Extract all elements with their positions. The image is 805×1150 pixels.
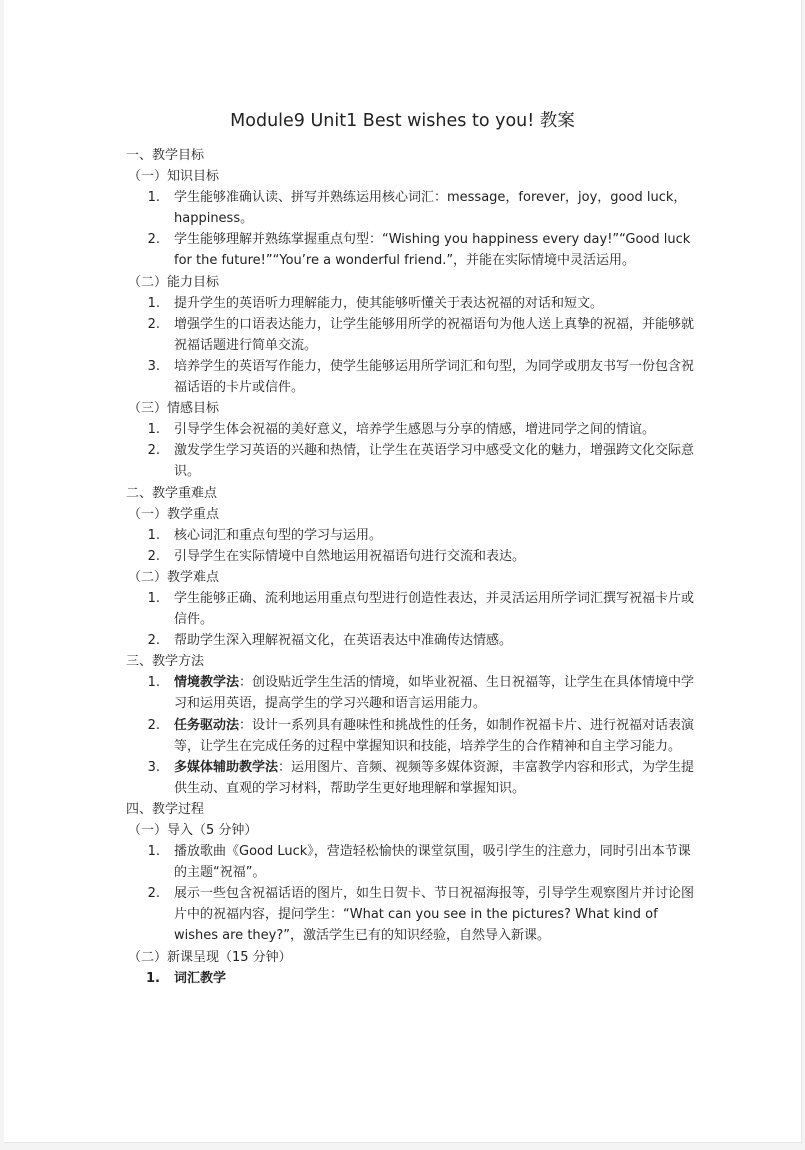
- list-item: [122, 715, 702, 757]
- list-text: 激发学生学习英语的兴趣和热情，让学生在英语学习中感受文化的魅力，增强跨文化交际意识。: [174, 443, 695, 480]
- list-text: 培养学生的英语写作能力，使学生能够运用所学词汇和句型，为同学或朋友书写一份包含祝福话语的卡片或信件。: [174, 358, 695, 396]
- list-item: [122, 356, 702, 398]
- list-text: 展示一些包含祝福话语的图片，如生日贺卡、节日祝福海报等，引导学生观察图片并讨论图片中的祝福内容，提问学生：“What can you see in the pictures? What kind of wishes are they?”，激活学生已有的知识经验，自然导入新课。: [174, 886, 695, 944]
- list-number: 2.: [147, 633, 160, 649]
- subsection-heading: （二）教学难点: [128, 569, 220, 585]
- document-page: [4, 0, 802, 1143]
- list-number: 1.: [147, 422, 160, 438]
- section-heading: 一、教学目标: [126, 148, 205, 163]
- list-text: 引导学生体会祝福的美好意义，培养学生感恩与分享的情感，增进同学之间的情谊。: [174, 422, 656, 438]
- list-text: 帮助学生深入理解祝福文化，在英语表达中准确传达情感。: [174, 633, 513, 649]
- list-item: [122, 525, 702, 546]
- list-number: 1.: [147, 190, 160, 206]
- list-number: 2.: [147, 717, 160, 733]
- list-text: 学生能够理解并熟练掌握重点句型：“Wishing you happiness every day!”“Good luck for the future!”“You’re a wonderful friend.”，并能在实际情境中灵活运用。: [174, 232, 691, 269]
- list-item: [122, 968, 702, 989]
- method-description: ：设计一系列具有趣味性和挑战性的任务，如制作祝福卡片、进行祝福对话表演等，让学生在完成任务的过程中掌握知识和技能，培养学生的合作精神和自主学习能力。: [174, 717, 695, 754]
- list-text: 核心词汇和重点句型的学习与运用。: [174, 527, 383, 543]
- list-item: [122, 440, 702, 482]
- list-item: [122, 187, 702, 229]
- subsection-heading: （三）情感目标: [128, 401, 220, 417]
- list-item: [122, 672, 702, 714]
- subsection-heading: （二）新课呈现（15 分钟）: [128, 949, 292, 965]
- list-number: 1.: [147, 675, 160, 691]
- list-item: [122, 630, 702, 651]
- list-number: 2.: [147, 548, 160, 564]
- list-item: [122, 546, 702, 567]
- method-name: 多媒体辅助教学法: [174, 759, 279, 775]
- list-number: 2.: [147, 886, 160, 902]
- method-description: ：运用图片、音频、视频等多媒体资源，丰富教学内容和形式，为学生提供生动、直观的学习材料，帮助学生更好地理解和掌握知识。: [174, 759, 695, 796]
- subsection-heading: （一）导入（5 分钟）: [128, 823, 258, 838]
- section-heading: 二、教学重难点: [126, 485, 218, 501]
- list-item: [122, 588, 702, 630]
- subsection-heading: （二）能力目标: [128, 274, 220, 290]
- list-text: 引导学生在实际情境中自然地运用祝福语句进行交流和表达。: [174, 548, 526, 564]
- list-number: 1.: [147, 295, 160, 311]
- list-number: 1.: [146, 970, 160, 986]
- list-text: 增强学生的口语表达能力，让学生能够用所学的祝福语句为他人送上真挚的祝福，并能够就祝福话题进行简单交流。: [174, 316, 695, 353]
- list-number: 1.: [147, 590, 160, 606]
- list-text: 提升学生的英语听力理解能力，使其能够听懂关于表达祝福的对话和短文。: [174, 295, 604, 311]
- method-name: 情境教学法: [174, 675, 240, 691]
- list-number: 2.: [147, 232, 160, 248]
- section-heading: 三、教学方法: [126, 654, 205, 670]
- list-text: [174, 757, 702, 799]
- section-heading: 四、教学过程: [126, 801, 205, 817]
- page-title: Module9 Unit1 Best wishes to you! 教案: [230, 111, 575, 131]
- list-text: 学生能够准确认读、拼写并熟练运用核心词汇：message，forever，joy，good luck，happiness。: [174, 190, 687, 227]
- list-item: [122, 229, 702, 271]
- list-text: [174, 715, 702, 757]
- list-number: 3.: [147, 759, 160, 775]
- list-number: 2.: [147, 443, 160, 459]
- method-description: ：创设贴近学生生活的情境，如毕业祝福、生日祝福等，让学生在具体情境中学习和运用英语，提高学生的学习兴趣和语言运用能力。: [174, 675, 695, 712]
- list-item: [122, 293, 702, 314]
- list-text: 词汇教学: [174, 970, 227, 986]
- list-text: [174, 672, 702, 714]
- list-number: 2.: [147, 316, 160, 332]
- list-number: 3.: [147, 358, 160, 374]
- subsection-heading: （一）教学重点: [128, 506, 220, 522]
- list-item: [122, 314, 702, 356]
- list-text: 学生能够正确、流利地运用重点句型进行创造性表达，并灵活运用所学词汇撰写祝福卡片或信件。: [174, 590, 695, 628]
- list-item: [122, 757, 702, 799]
- method-name: 任务驱动法: [174, 717, 240, 733]
- list-text: 播放歌曲《Good Luck》，营造轻松愉快的课堂氛围，吸引学生的注意力，同时引出本节课的主题“祝福”。: [174, 844, 691, 881]
- subsection-heading: （一）知识目标: [128, 169, 220, 185]
- document-body: [122, 145, 702, 989]
- list-number: 1.: [147, 844, 160, 860]
- list-number: 1.: [147, 527, 160, 543]
- list-item: [122, 841, 702, 883]
- list-item: [122, 419, 702, 440]
- list-item: [122, 883, 702, 946]
